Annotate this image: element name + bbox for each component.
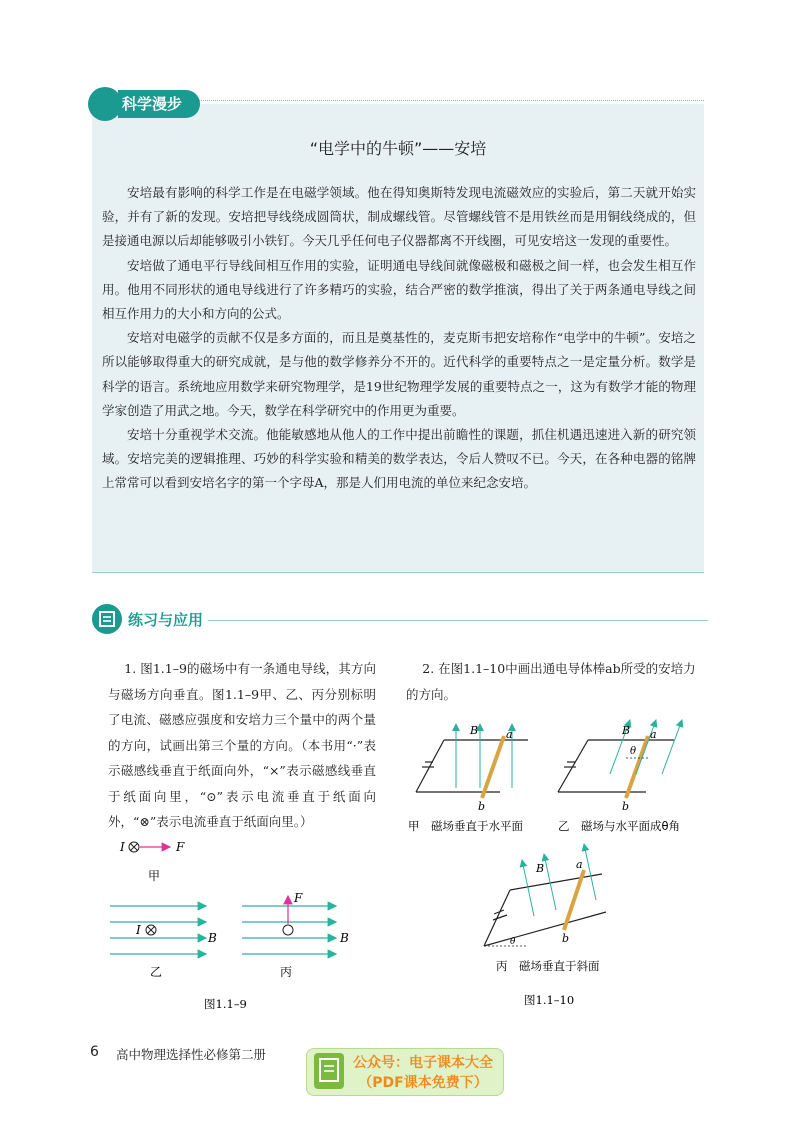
fig10-caption: 图1.1–10 xyxy=(524,993,575,1007)
fig10-jia-rod xyxy=(482,736,504,798)
fig9-yi xyxy=(110,906,217,979)
fig10-jia-caption: 甲 磁场垂直于水平面 xyxy=(408,819,523,833)
science-box-bottom-rule xyxy=(92,572,704,573)
science-paragraph: 安培对电磁学的贡献不仅是多方面的，而且是奠基性的，麦克斯韦把安培称作“电学中的牛顿”。安培之所以能够取得重大的研究成就，是与他的数学修养分不开的。近代科学的重要特点之一是定量分析。数学是科学的语言。系统地应用数学来研究物理学，是19世纪物理学发展的重要特点之一，这为有数学才能的物理学家创造了用武之地。今天，数学在科学研究中的作用更为重要。 xyxy=(102,330,696,418)
fig10-bing-field-label: B xyxy=(536,862,545,875)
science-title: “电学中的牛顿”——安培 xyxy=(309,139,487,158)
question-2 xyxy=(406,656,706,707)
question-1 xyxy=(108,656,376,835)
page-number: 6 xyxy=(90,1044,99,1060)
notebook-icon xyxy=(92,604,122,634)
fig10-yi xyxy=(558,720,682,833)
fig9-bing xyxy=(242,891,349,979)
fig10-yi-field-label: B xyxy=(622,724,631,737)
science-paragraph: 安培最有影响的科学工作是在电磁学领域。他在得知奥斯特发现电流磁效应的实验后，第二天就开始实验，并有了新的发现。安培把导线绕成圆筒状，制成螺线管。尽管螺线管不是用铁丝而是用铜线绕成的，但是接通电源以后却能够吸引小铁钉。今天几乎任何电子仪器都离不开线圈，可见安培这一发现的重要性。 xyxy=(102,185,696,249)
fig9-bing-field-label: B xyxy=(340,931,349,945)
fig9-yi-label: 乙 xyxy=(150,965,163,979)
watermark-line-1: 公众号：电子课本大全 xyxy=(353,1055,493,1071)
science-box-top-rule xyxy=(190,100,704,101)
fig9-bing-label: 丙 xyxy=(280,965,293,979)
fig10-jia-b-label: b xyxy=(478,800,486,813)
science-body xyxy=(102,181,696,496)
fig10-bing-a-label: a xyxy=(576,858,583,871)
book-title: 高中物理选择性必修第二册 xyxy=(116,1047,267,1062)
figure-1-1-10 xyxy=(400,714,710,1014)
fig10-jia-field-label: B xyxy=(470,724,479,737)
science-paragraph: 安培十分重视学术交流。他能敏感地从他人的工作中提出前瞻性的课题，抓住机遇迅速进入新的研究领域。安培完美的逻辑推理、巧妙的科学实验和精美的数学表达，令后人赞叹不已。今天，在各种电器的铭牌上常常可以看到安培名字的第一个字母A，那是人们用电流的单位来纪念安培。 xyxy=(102,427,696,491)
practice-header-rule xyxy=(208,620,708,621)
science-paragraph: 安培做了通电平行导线间相互作用的实验，证明通电导线间就像磁极和磁极之间一样，也会发生相互作用。他用不同形状的通电导线进行了许多精巧的实验，结合严密的数学推演，得出了关于两条通电导线之间相互作用力的大小和方向的公式。 xyxy=(102,257,696,322)
fig10-bing-b-label: b xyxy=(562,932,570,945)
fig9-jia xyxy=(119,840,185,883)
fig9-caption: 图1.1–9 xyxy=(204,997,247,1011)
practice-header-label: 练习与应用 xyxy=(128,611,204,629)
fig10-bing-theta-label: θ xyxy=(510,937,516,947)
fig9-jia-current-label: I xyxy=(120,840,125,854)
current-unknown-circle xyxy=(283,925,293,935)
practice-header-icon xyxy=(92,604,122,634)
question-1-text: 1. 图1.1–9的磁场中有一条通电导线，其方向与磁场方向垂直。图1.1–9甲、乙、丙分别标明了电流、磁感应强度和安培力三个量中的两个量的方向，试画出第三个量的方向。（本书用“·”表示磁感线垂直于纸面向外，“×”表示磁感线垂直于纸面向里，“⊙”表示电流垂直于纸面向外，“⊗”表示电流垂直于纸面向里。） xyxy=(108,661,376,829)
science-header-circle-icon xyxy=(88,87,122,121)
fig9-yi-current-label: I xyxy=(136,923,141,937)
fig10-bing-caption: 丙 磁场垂直于斜面 xyxy=(496,959,600,973)
fig10-jia xyxy=(408,724,528,833)
fig10-bing xyxy=(484,844,606,973)
fig10-jia-a-label: a xyxy=(506,728,513,741)
fig9-yi-field-label: B xyxy=(208,931,217,945)
science-header-label: 科学漫步 xyxy=(118,90,200,118)
fig10-yi-b-label: b xyxy=(622,800,630,813)
fig10-yi-theta-label: θ xyxy=(630,746,637,757)
fig10-yi-caption: 乙 磁场与水平面成θ角 xyxy=(558,819,681,833)
figure-1-1-9 xyxy=(100,836,360,1016)
book-icon xyxy=(314,1053,344,1089)
question-2-text: 2. 在图1.1–10中画出通电导体棒ab所受的安培力的方向。 xyxy=(406,661,696,702)
fig10-yi-a-label: a xyxy=(650,728,657,741)
watermark-line-2: （PDF课本免费下） xyxy=(358,1075,488,1091)
fig9-jia-label: 甲 xyxy=(148,869,161,883)
fig9-bing-force-label: F xyxy=(294,891,303,905)
fig9-jia-force-label: F xyxy=(176,840,185,854)
